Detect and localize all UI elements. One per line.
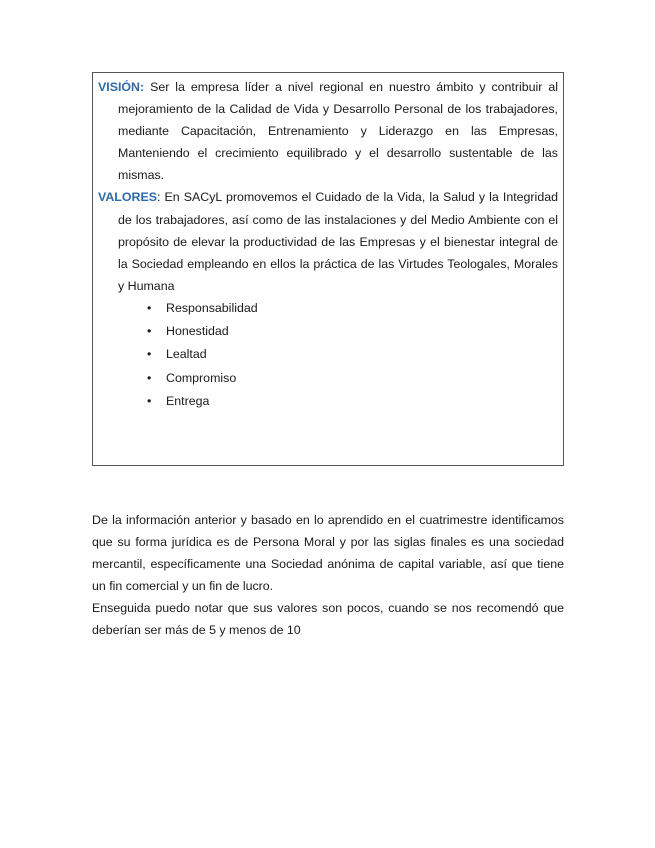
- list-item: [147, 297, 558, 320]
- vision-label: VISIÓN:: [98, 80, 145, 94]
- list-item: [147, 367, 558, 390]
- value-label: Entrega: [166, 393, 210, 408]
- list-item: [147, 390, 558, 413]
- observation-paragraph: Enseguida puedo notar que sus valores son pocos, cuando se nos recomendó que deberían ser más de 5 y menos de 10: [92, 601, 564, 638]
- body-text: [92, 509, 564, 642]
- list-item: [147, 320, 558, 343]
- analysis-paragraph: De la información anterior y basado en lo aprendido en el cuatrimestre identificamos que su forma jurídica es de Persona Moral y por las siglas finales es una sociedad mercantil, específicamente una Sociedad anónima de capital variable, así que tiene un fin comercial y un fin de lucro.: [92, 513, 564, 594]
- bullet-icon: •: [147, 370, 152, 385]
- bullet-icon: •: [147, 324, 152, 339]
- bullet-icon: •: [147, 393, 152, 408]
- bullet-icon: •: [147, 347, 152, 362]
- vision-text: Ser la empresa líder a nivel regional en nuestro ámbito y contribuir al mejoramiento de la Calidad de Vida y Desarrollo Personal de los trabajadores, mediante Capacitación, Entrenamiento y Liderazgo en las Empresas, Manteniendo el crecimiento equilibrado y el desarrollo sustentable de las mismas.: [118, 80, 558, 183]
- values-text: : En SACyL promovemos el Cuidado de la Vida, la Salud y la Integridad de los trabajadores, así como de las instalaciones y del Medio Ambiente con el propósito de elevar la productividad de las Empresas y el bienestar integral de la Sociedad empleando en ellos la práctica de las Virtudes Teologales, Morales y Humana: [118, 190, 558, 293]
- value-label: Lealtad: [166, 347, 207, 362]
- list-item: [147, 343, 558, 366]
- value-label: Compromiso: [166, 370, 237, 385]
- value-label: Responsabilidad: [166, 300, 258, 315]
- bullet-icon: •: [147, 300, 152, 315]
- value-label: Honestidad: [166, 324, 229, 339]
- vision-paragraph: [98, 76, 558, 186]
- values-paragraph: [98, 186, 558, 296]
- vision-values-box: [92, 72, 564, 466]
- values-label: VALORES: [98, 190, 157, 205]
- values-list: [98, 297, 558, 413]
